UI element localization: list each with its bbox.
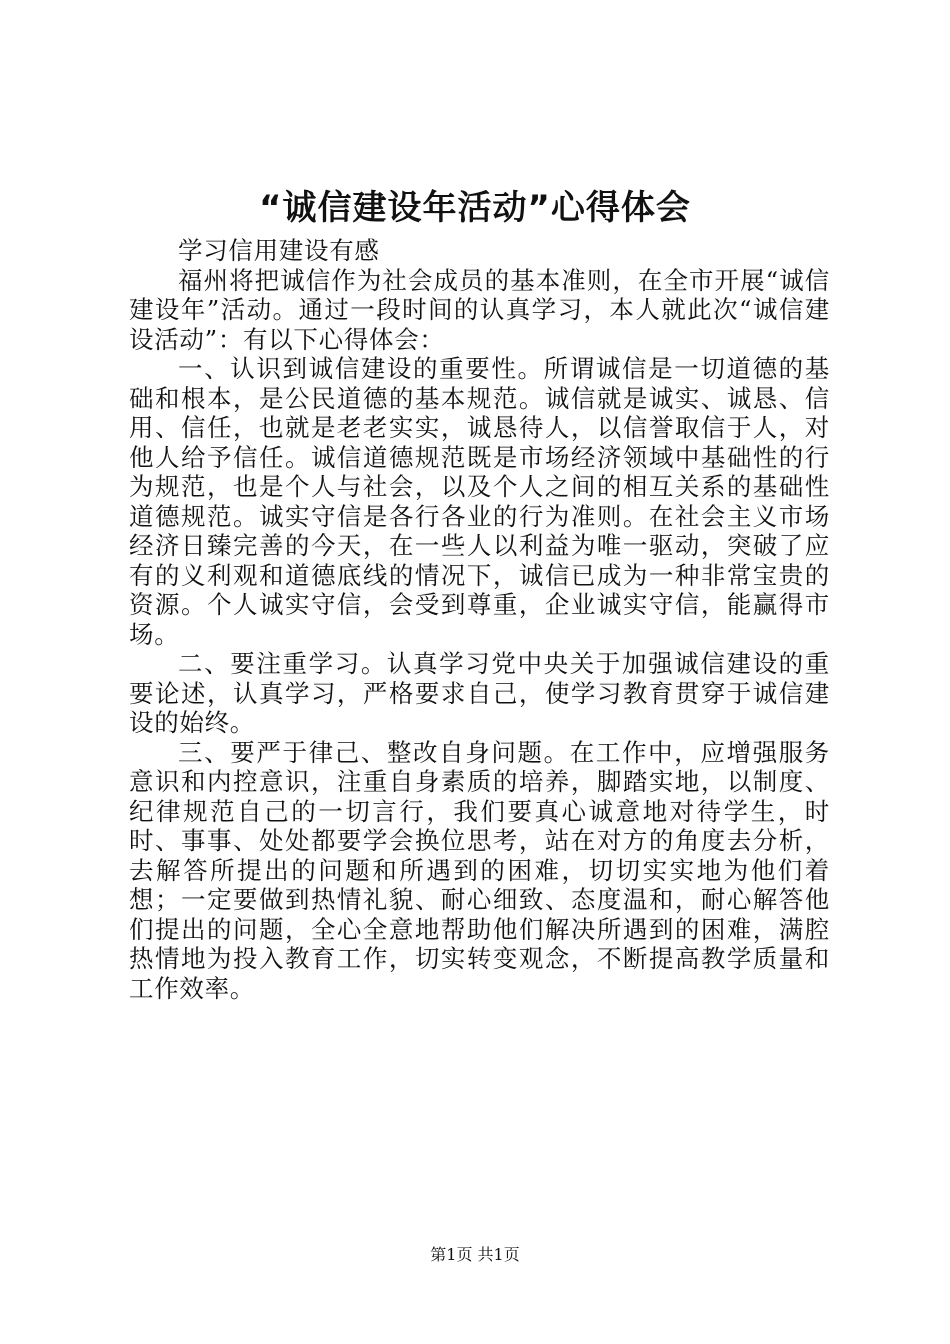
- paragraph-point-3: 三、要严于律己、整改自身问题。在工作中，应增强服务意识和内控意识，注重自身素质的培养，脚踏实地，以制度、纪律规范自己的一切言行，我们要真心诚意地对待学生，时时、事事、处处都要学会换位思考，站在对方的角度去分析，去解答所提出的问题和所遇到的困难，切切实实地为他们着想；一定要做到热情礼貌、耐心细致、态度温和，耐心解答他们提出的问题，全心全意地帮助他们解决所遇到的困难，满腔热情地为投入教育工作，切实转变观念，不断提高教学质量和工作效率。: [129, 737, 830, 1003]
- paragraph-subtitle: 学习信用建设有感: [178, 236, 380, 265]
- paragraph-point-2: 二、要注重学习。认真学习党中央关于加强诚信建设的重要论述，认真学习，严格要求自己，使学习教育贯穿于诚信建设的始终。: [129, 649, 830, 737]
- page-number-footer: 第1页 共1页: [430, 1245, 520, 1264]
- document-title: “诚信建设年活动”心得体会: [259, 188, 691, 228]
- paragraph-intro: 福州将把诚信作为社会成员的基本准则，在全市开展“诚信建设年”活动。通过一段时间的认真学习，本人就此次“诚信建设活动”：有以下心得体会：: [129, 265, 830, 354]
- paragraph-point-1: 一、认识到诚信建设的重要性。所谓诚信是一切道德的基础和根本，是公民道德的基本规范。诚信就是诚实、诚恳、信用、信任，也就是老老实实，诚恳待人，以信誉取信于人，对他人给予信任。诚信道德规范既是市场经济领域中基础性的行为规范，也是个人与社会，以及个人之间的相互关系的基础性道德规范。诚实守信是各行各业的行为准则。在社会主义市场经济日臻完善的今天，在一些人以利益为唯一驱动，突破了应有的义利观和道德底线的情况下，诚信已成为一种非常宝贵的资源。个人诚实守信，会受到尊重，企业诚实守信，能赢得市场。: [129, 354, 830, 649]
- document-body: [129, 236, 830, 1003]
